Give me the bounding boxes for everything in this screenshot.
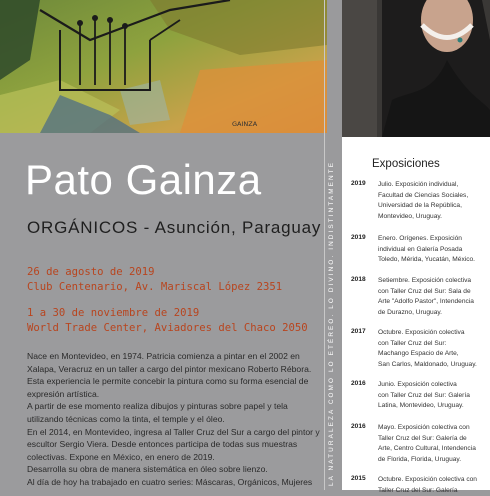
exposicion-year: 2016 xyxy=(351,423,366,430)
exposicion-line: Mayo. Exposición colectiva con xyxy=(378,424,470,431)
right-panel xyxy=(342,0,490,494)
exposicion-line: Arte "Adolfo Pastor", Intendencia xyxy=(378,298,474,306)
vertical-tagline-text: LA NATURALEZA COMO LO ETÉREO. LO DIVINO. INDISTINTAMENTE xyxy=(328,160,335,486)
exposicion-year: 2016 xyxy=(351,380,366,387)
exposicion-description xyxy=(378,475,488,496)
exposicion-line: Montevideo, Uruguay. xyxy=(378,213,443,221)
exposiciones-title: Exposiciones xyxy=(372,158,440,170)
exposicion-line: Latina, Montevideo, Uruguay. xyxy=(378,402,464,410)
exposicion-line: Taller Cruz del Sur: Galería xyxy=(378,486,458,494)
exposicion-line: Taller Cruz del Sur: Galería de xyxy=(378,434,467,442)
painting-signature: GAINZA xyxy=(232,120,258,128)
exposicion-line: Octubre. Exposición colectiva con xyxy=(378,476,477,483)
exposicion-line: con Taller Cruz del Sur: Galería xyxy=(378,391,470,399)
exposicion-line: Setiembre. Exposición colectiva xyxy=(378,277,472,284)
exposicion-line: de Durazno, Uruguay. xyxy=(378,309,443,317)
artist-portrait xyxy=(342,0,490,137)
vertical-tagline xyxy=(328,0,340,490)
exposicion-line: Octubre. Exposición colectiva xyxy=(378,329,465,336)
exposicion-year: 2019 xyxy=(351,180,366,187)
exposicion-line: de Florida, Florida, Uruguay. xyxy=(378,456,462,464)
exposicion-description xyxy=(378,380,488,412)
exposicion-line: San Carlos, Maldonado, Uruguay. xyxy=(378,361,477,369)
bio-paragraph: En el 2014, en Montevideo, ingresa al Taller Cruz del Sur a cargo del pintor y escultor Sergio Viera. Desde entonces participa de todas sus muestras colectivas. Expone en México, en enero de 2019. xyxy=(27,426,320,462)
exposicion-description xyxy=(378,276,488,319)
event-2-venue: World Trade Center, Aviadores del Chaco 2050 xyxy=(27,322,308,334)
exposicion-year: 2018 xyxy=(351,276,366,283)
exposicion-line: Arte, Centro Cultural, Intendencia xyxy=(378,445,476,453)
exposicion-description xyxy=(378,328,488,371)
painting-image xyxy=(0,0,327,133)
bio-paragraph: Nace en Montevideo, en 1974. Patricia comienza a pintar en el 2002 en Xalapa, Veracruz en un taller a cargo del pintor mexicano Roberto Rébora. Esta experiencia le permite concebir la pintura como su forma esencial de expresión artística. xyxy=(27,351,312,399)
exposicion-line: Enero. Orígenes. Exposición xyxy=(378,235,462,242)
exposicion-year: 2017 xyxy=(351,328,366,335)
exposicion-line: Junio. Exposición colectiva xyxy=(378,381,457,388)
event-2-date: 1 a 30 de noviembre de 2019 xyxy=(27,307,200,319)
exposicion-year: 2019 xyxy=(351,234,366,241)
bio-paragraph: Al día de hoy ha trabajado en cuatro series: Máscaras, Orgánicos, Mujeres xyxy=(27,476,313,487)
exposicion-line: Machango Espacio de Arte, xyxy=(378,350,459,358)
exposicion-description xyxy=(378,423,488,466)
exposicion-line: con Taller Cruz del Sur: Sala de xyxy=(378,287,471,295)
bio-paragraph: A partir de ese momento realiza dibujos y pinturas sobre papel y tela utilizando técnicas como la tinta, el temple y el óleo. xyxy=(27,401,288,424)
exposicion-line: Facultad de Ciencias Sociales, xyxy=(378,191,469,199)
exposicion-line: individual en Galería Posada xyxy=(378,245,463,253)
exposicion-line: Universidad de la República, xyxy=(378,202,462,210)
exhibition-title: ORGÁNICOS - Asunción, Paraguay xyxy=(27,218,322,237)
vertical-divider xyxy=(324,0,325,490)
exposicion-line: Julio. Exposición individual, xyxy=(378,181,459,188)
exposicion-line: Toledo, Mérida, Yucatán, México. xyxy=(378,256,476,264)
event-1-date: 26 de agosto de 2019 xyxy=(27,266,155,278)
bio-paragraph: Desarrolla su obra de manera sistemática en óleo sobre lienzo. xyxy=(27,464,268,475)
artist-name: Pato Gainza xyxy=(25,156,262,203)
exposicion-line: con Taller Cruz del Sur: xyxy=(378,339,447,347)
exposicion-description xyxy=(378,180,488,223)
event-1-venue: Club Centenario, Av. Mariscal López 2351 xyxy=(27,281,283,293)
exposicion-description xyxy=(378,234,488,266)
artist-bio xyxy=(27,350,323,489)
exposicion-year: 2015 xyxy=(351,475,366,482)
